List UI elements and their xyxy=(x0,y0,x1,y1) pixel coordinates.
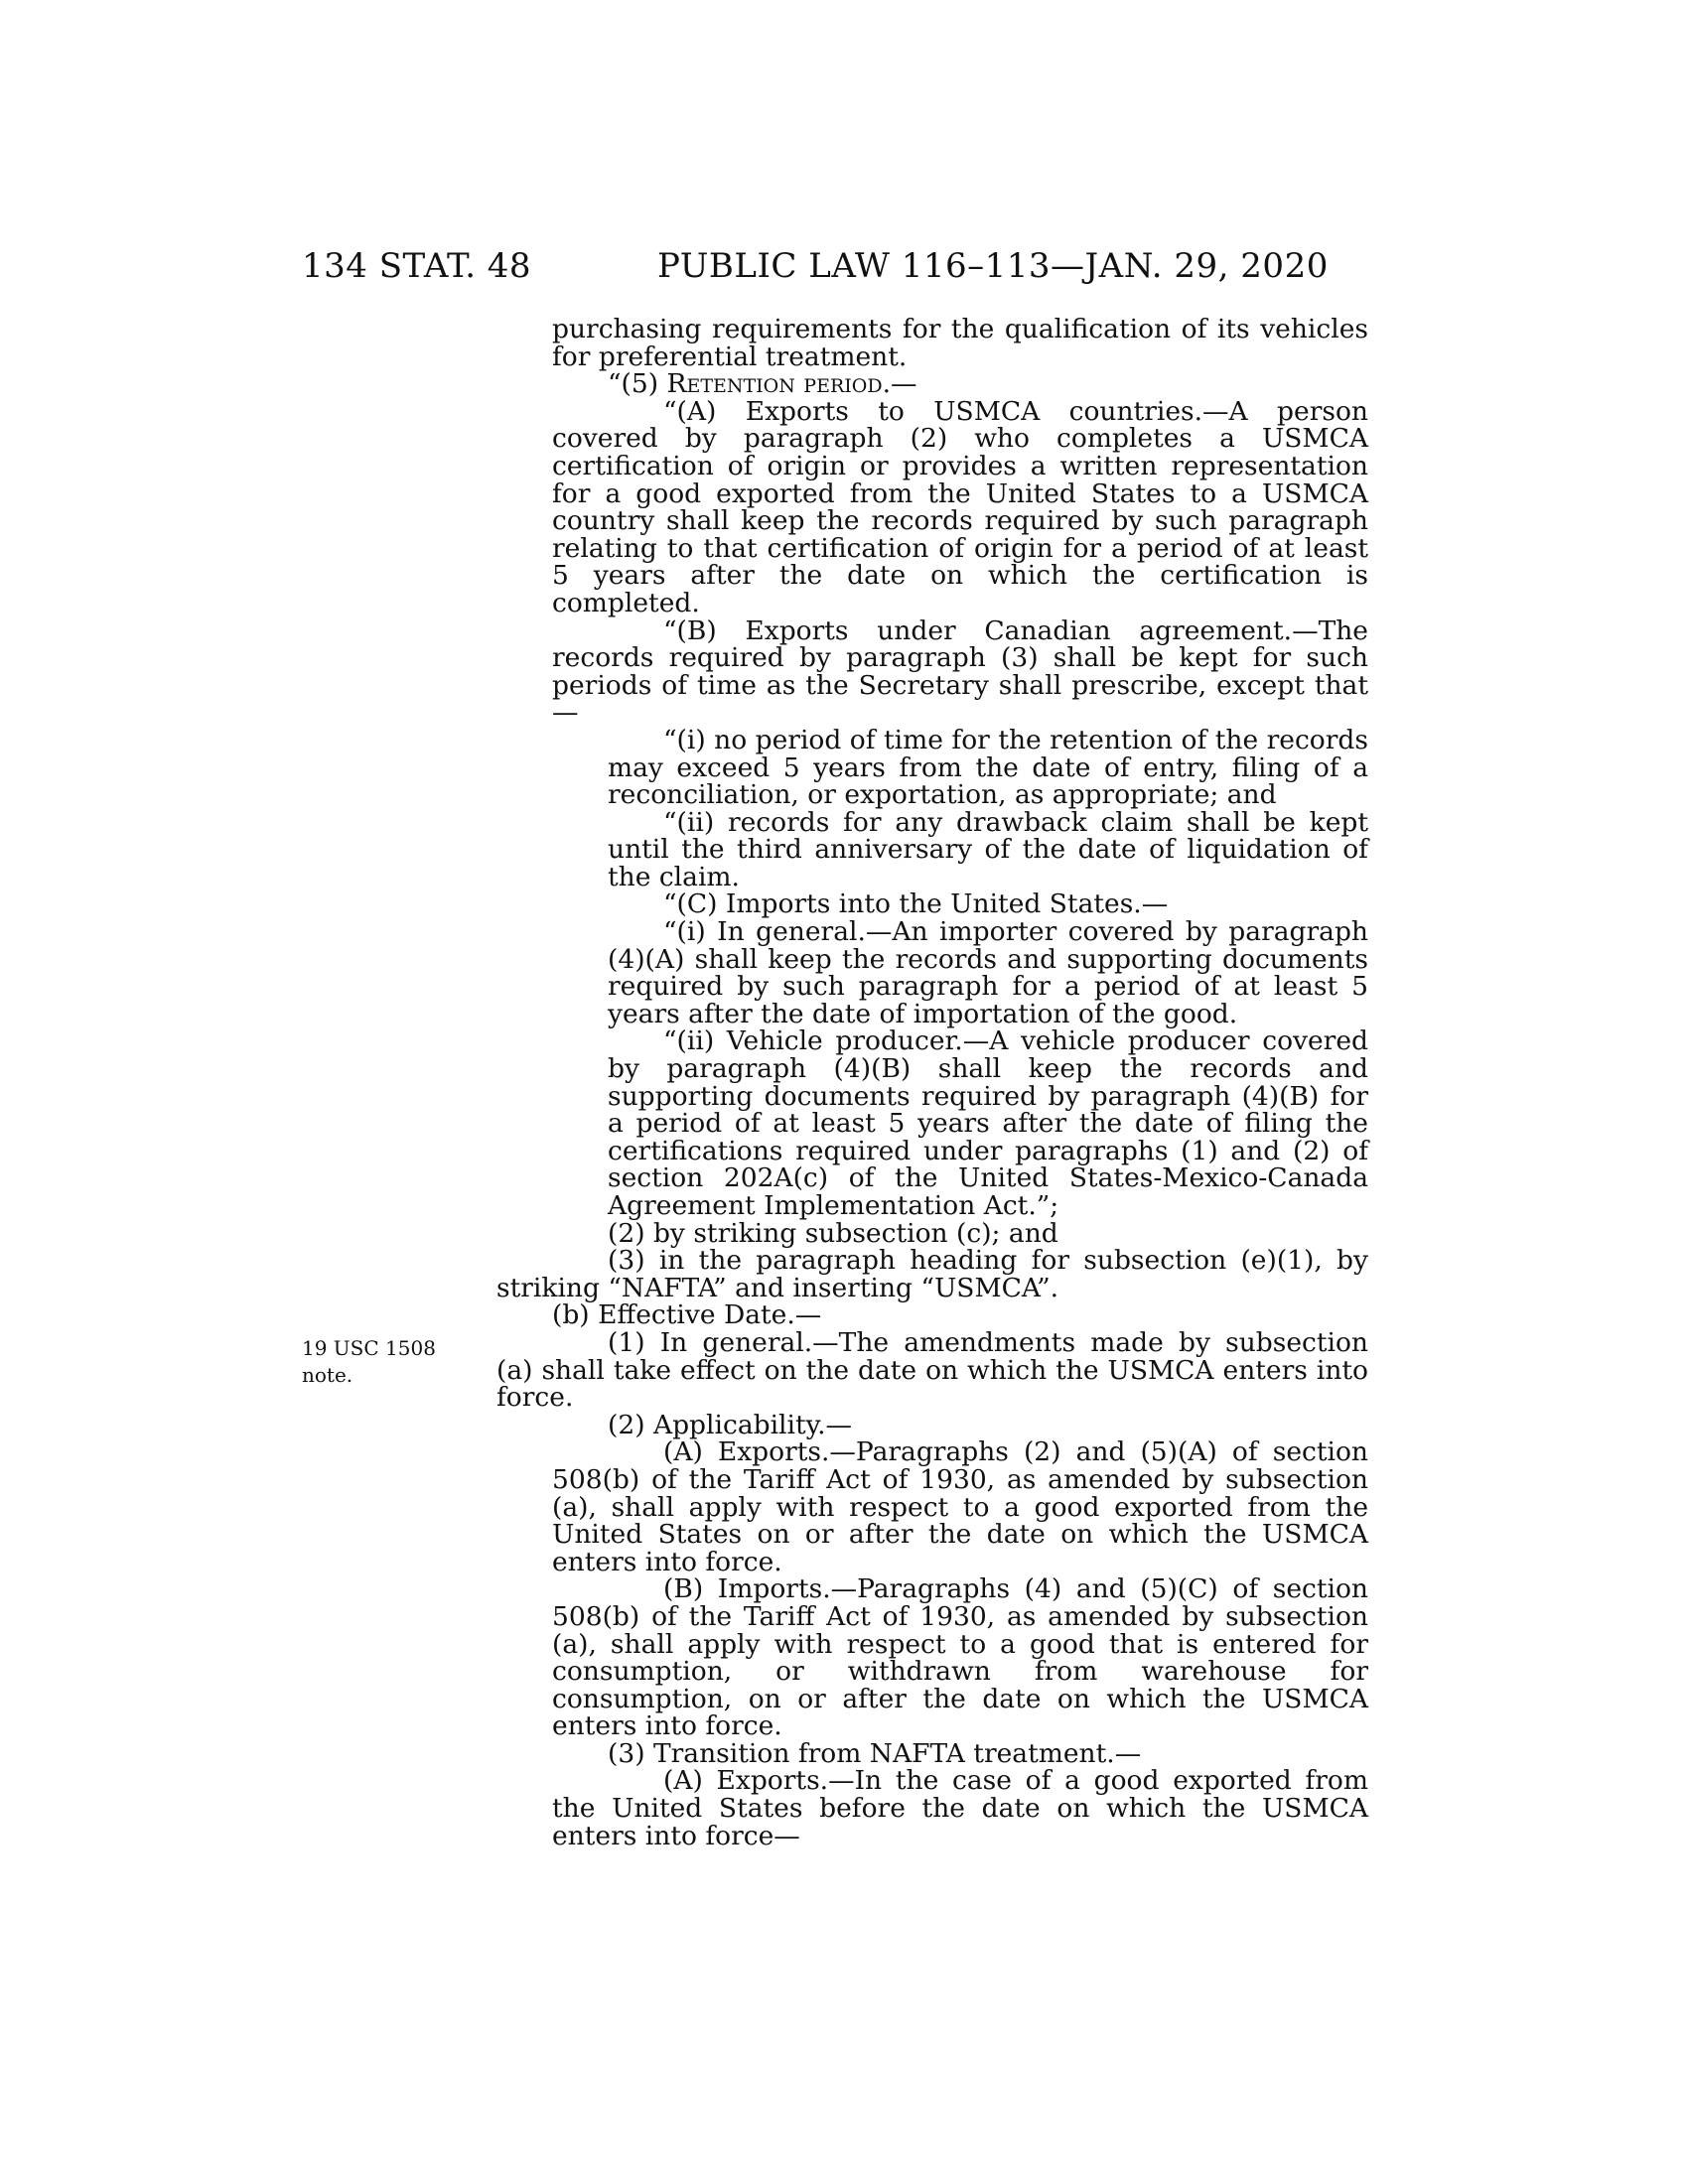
clause: “(ii) Vehicle producer.—A vehicle producer covered by paragraph (4)(B) shall keep the records and supporting documents required by paragraph (4)(B) for a period of at least 5 years after the date of filing the certifications required under paragraphs (1) and (2) of section 202A(c) of the United States-Mexico-Canada Agreement Implementation Act.”; xyxy=(608,1025,1368,1221)
amendment-item: (3) in the paragraph heading for subsection (e)(1), by striking “NAFTA” and inserting “USMCA”. xyxy=(496,1245,1368,1303)
subparagraph-heading: “(C) Imports into the United States.— xyxy=(663,888,1169,920)
clause: “(i) no period of time for the retention of the records may exceed 5 years from the date of entry, filing of a reconciliation, or exportation, as appropriate; and xyxy=(608,724,1368,811)
statute-body xyxy=(496,314,1368,1851)
subparagraph: (A) Exports.—Paragraphs (2) and (5)(A) of section 508(b) of the Tariff Act of 1930, as amended by subsection (a), shall apply with respect to a good exported from the United States on or after the date on which the USMCA enters into force. xyxy=(552,1436,1368,1577)
clause: “(ii) records for any drawback claim shall be kept until the third anniversary of the date of liquidation of the claim. xyxy=(608,806,1368,892)
paragraph-heading: “(5) Retention period.— xyxy=(608,368,917,400)
subparagraph: “(A) Exports to USMCA countries.—A person covered by paragraph (2) who completes a USMCA certification of origin or provides a written representation for a good exported from the United States to a USMCA country shall keep the records required by such paragraph relating to that certification of origin for a period of at least 5 years after the date on which the certification is completed. xyxy=(552,395,1368,618)
subparagraph: (B) Imports.—Paragraphs (4) and (5)(C) of section 508(b) of the Tariff Act of 1930, as amended by subsection (a), shall apply with respect to a good that is entered for consumption, or withdrawn from warehouse for consumption, on or after the date on which the USMCA enters into force. xyxy=(552,1573,1368,1742)
subparagraph: “(B) Exports under Canadian agreement.—The records required by paragraph (3) shall be kept for such periods of time as the Secretary shall prescribe, except that— xyxy=(552,614,1368,729)
paragraph: purchasing requirements for the qualification of its vehicles for preferential treatment. xyxy=(552,314,1368,372)
subsection-heading: (b) Effective Date.— xyxy=(552,1299,822,1331)
paragraph-heading: (3) Transition from NAFTA treatment.— xyxy=(608,1737,1142,1769)
running-head: PUBLIC LAW 116–113—JAN. 29, 2020 xyxy=(657,246,1329,286)
paragraph-heading: (2) Applicability.— xyxy=(608,1409,853,1440)
margin-note-label: note. xyxy=(302,1363,353,1387)
margin-note xyxy=(302,1335,436,1389)
page-number: 134 STAT. 48 xyxy=(302,246,532,286)
margin-note-citation: 19 USC 1508 xyxy=(302,1336,436,1360)
clause: “(i) In general.—An importer covered by paragraph (4)(A) shall keep the records and supporting documents required by such paragraph for a period of at least 5 years after the date of importation of the good. xyxy=(608,916,1368,1029)
subparagraph: (A) Exports.—In the case of a good exported from the United States before the date on which the USMCA enters into force— xyxy=(552,1765,1368,1851)
paragraph: (1) In general.—The amendments made by subsection (a) shall take effect on the date on which the USMCA enters into force. xyxy=(496,1326,1368,1414)
amendment-item: (2) by striking subsection (c); and xyxy=(608,1217,1058,1249)
